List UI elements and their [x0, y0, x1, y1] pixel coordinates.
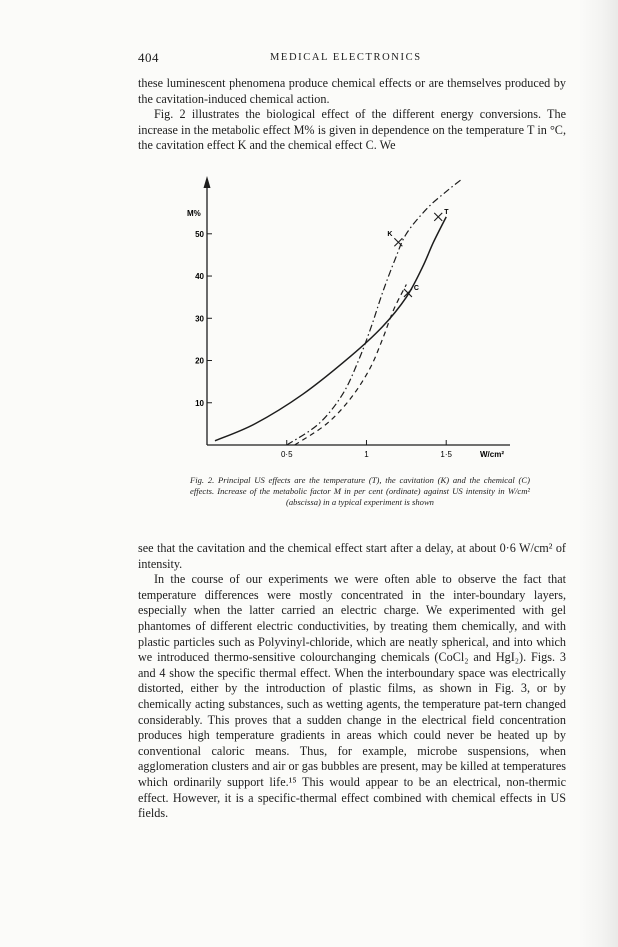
x-tick-label: 1 [364, 450, 369, 459]
y-tick-label: 40 [195, 272, 204, 282]
paragraph: these luminescent phenomena produce chemical effects or are themselves produced by the cavitation-induced chemical action. [138, 76, 566, 106]
paragraph: In the course of our experiments we were often able to observe the fact that temperature differences were mostly concentrated in the inter-boundary layers, especially when the latter carried an electric charge. We experimented with gel phantomes of different electric conductivities, by treating them chemically, and with plastic particles such as Polyvinyl-chloride, which are neatly spherical, and into which we introduced thermo-sensitive colourchanging chemicals (CoCl₂ and HgI₂). Figs. 3 and 4 show the specific thermal effect. When the interboundary space was electrically distorted, either by the introduction of plastic films, as shown in Fig. 3, or by chemically acting substances, such as wetting agents, the temperature pat-tern changed considerably. This proves that a sudden change in the electrical field concentration produces high temperature gradients in areas which could never be heated up by conventional caloric means. Thus, for example, microbe suspensions, when agglomeration clusters and air or gas bubbles are present, may be killed at temperatures which ordinarily support life.¹⁵ This would appear to be an electrical, non-thermic effect. However, it is a specific-thermal effect combined with chemical effects in US fields. [138, 572, 566, 821]
y-axis-arrow [204, 176, 211, 188]
paragraph: see that the cavitation and the chemical effect start after a delay, at about 0·6 W/cm² of intensity. [138, 541, 566, 571]
y-tick-label: 20 [195, 356, 204, 366]
series-line-c [295, 284, 407, 445]
figure-caption: Fig. 2. Principal US effects are the temperature (T), the cavitation (K) and the chemical (C) effects. Increase of the metabolic factor M in per cent (ordinate) against US intensity in W/cm² (abscissa) in a typical experiment is shown [190, 475, 530, 507]
marker-label: K [387, 231, 393, 239]
marker-c [404, 285, 419, 297]
x-axis-label: W/cm² [480, 450, 504, 459]
x-tick-label: 1·5 [440, 450, 452, 459]
paragraph: Fig. 2 illustrates the biological effect of the different energy conversions. The increase in the metabolic effect M% is given in dependence on the temperature T in °C, the cavitation effect K and the chemical effect C. We [138, 107, 566, 153]
body-text-bottom [138, 541, 566, 822]
marker-label: C [413, 284, 419, 292]
chart-axes [187, 176, 510, 459]
chart-ticks [195, 230, 452, 459]
x-tick-label: 0·5 [280, 450, 293, 459]
chart-series [215, 179, 462, 445]
running-title: MEDICAL ELECTRONICS [270, 52, 422, 63]
chart-markers [387, 209, 449, 297]
marker-t [434, 209, 449, 221]
y-axis-label: M% [187, 209, 201, 218]
page-number: 404 [138, 50, 159, 65]
y-tick-label: 10 [195, 398, 204, 408]
y-tick-label: 30 [195, 314, 204, 324]
y-tick-label: 50 [195, 229, 204, 239]
marker-k [387, 231, 402, 246]
marker-label: T [444, 208, 449, 216]
series-line-t [215, 217, 446, 441]
